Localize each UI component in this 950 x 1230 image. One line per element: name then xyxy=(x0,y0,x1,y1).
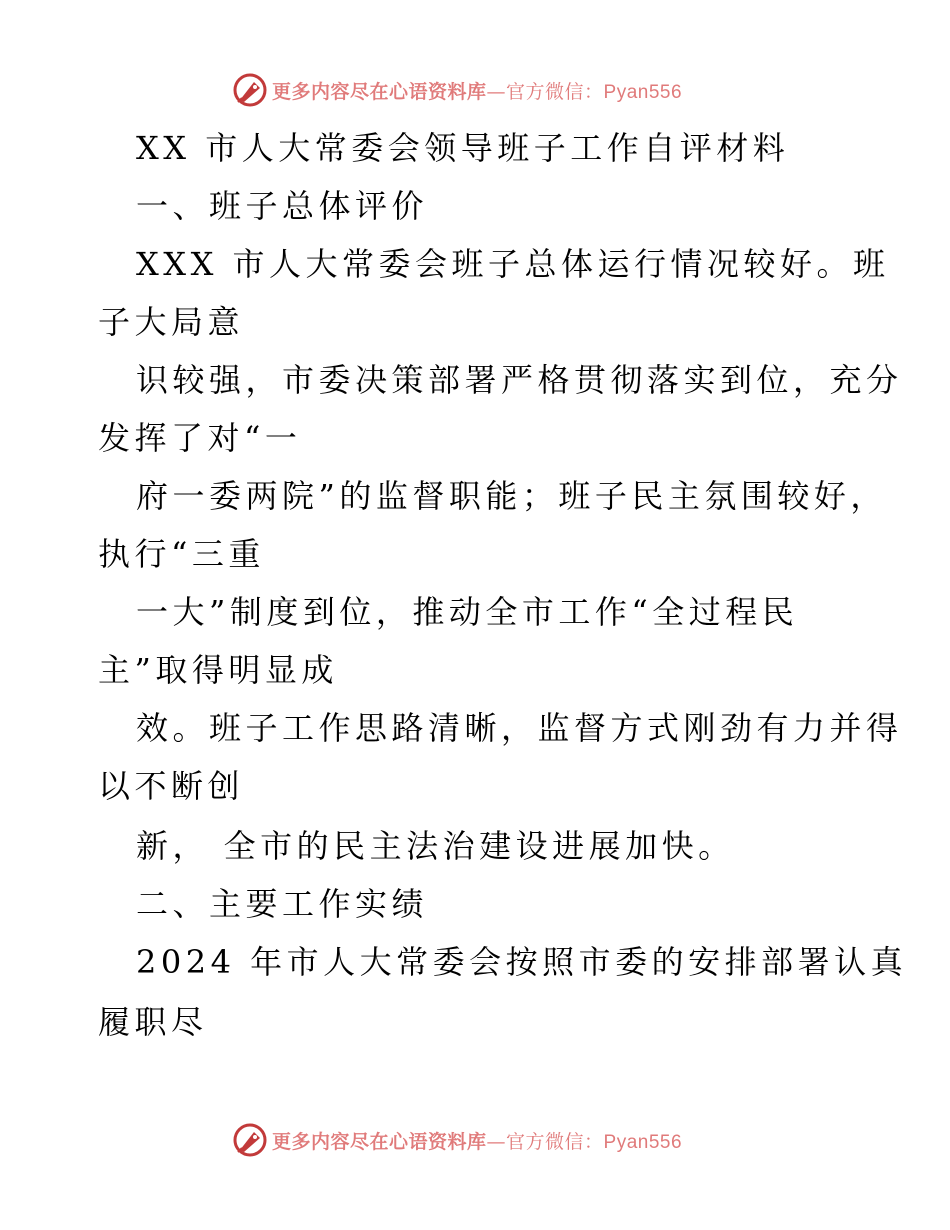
paragraph-line: 子大局意 xyxy=(98,303,245,341)
pen-nib-logo-icon xyxy=(232,72,268,108)
paragraph-line: 2024 年市人大常委会按照市委的安排部署认真 xyxy=(136,943,908,981)
section-heading-1: 一、班子总体评价 xyxy=(136,187,429,225)
paragraph-line: 一大”制度到位，推动全市工作“全过程民 xyxy=(136,593,799,631)
watermark-banner-bottom xyxy=(232,1120,712,1160)
paragraph-line: 执行“三重 xyxy=(98,535,265,573)
document-title: XX 市人大常委会领导班子工作自评材料 xyxy=(136,129,790,167)
paragraph-line: 效。班子工作思路清晰，监督方式刚劲有力并得 xyxy=(136,709,903,747)
watermark-site-text: 更多内容尽在心语资料库 xyxy=(272,1130,487,1153)
paragraph-line: 府一委两院”的监督职能；班子民主氛围较好， xyxy=(136,477,887,515)
watermark-wechat-id: Pyan556 xyxy=(603,81,683,103)
paragraph-line: 主”取得明显成 xyxy=(98,651,338,689)
watermark-wechat-label: 官方微信： xyxy=(506,80,604,103)
pen-nib-logo-icon xyxy=(232,1122,268,1158)
paragraph-line: 以不断创 xyxy=(98,767,245,805)
paragraph-line: 识较强，市委决策部署严格贯彻落实到位，充分 xyxy=(136,361,903,399)
watermark-wechat-label: 官方微信： xyxy=(506,1130,604,1153)
watermark-wechat-id: Pyan556 xyxy=(603,1131,683,1153)
watermark-site-text: 更多内容尽在心语资料库 xyxy=(272,80,487,103)
watermark-banner-top xyxy=(232,70,712,110)
paragraph-line: 履职尽 xyxy=(98,1003,208,1041)
section-heading-2: 二、主要工作实绩 xyxy=(136,885,429,923)
paragraph-line: 新， 全市的民主法治建设进展加快。 xyxy=(136,827,735,865)
paragraph-line: XXX 市人大常委会班子总体运行情况较好。班 xyxy=(136,245,890,283)
paragraph-line: 发挥了对“一 xyxy=(98,419,302,457)
watermark-dash: — xyxy=(486,1130,507,1153)
watermark-dash: — xyxy=(486,80,507,103)
